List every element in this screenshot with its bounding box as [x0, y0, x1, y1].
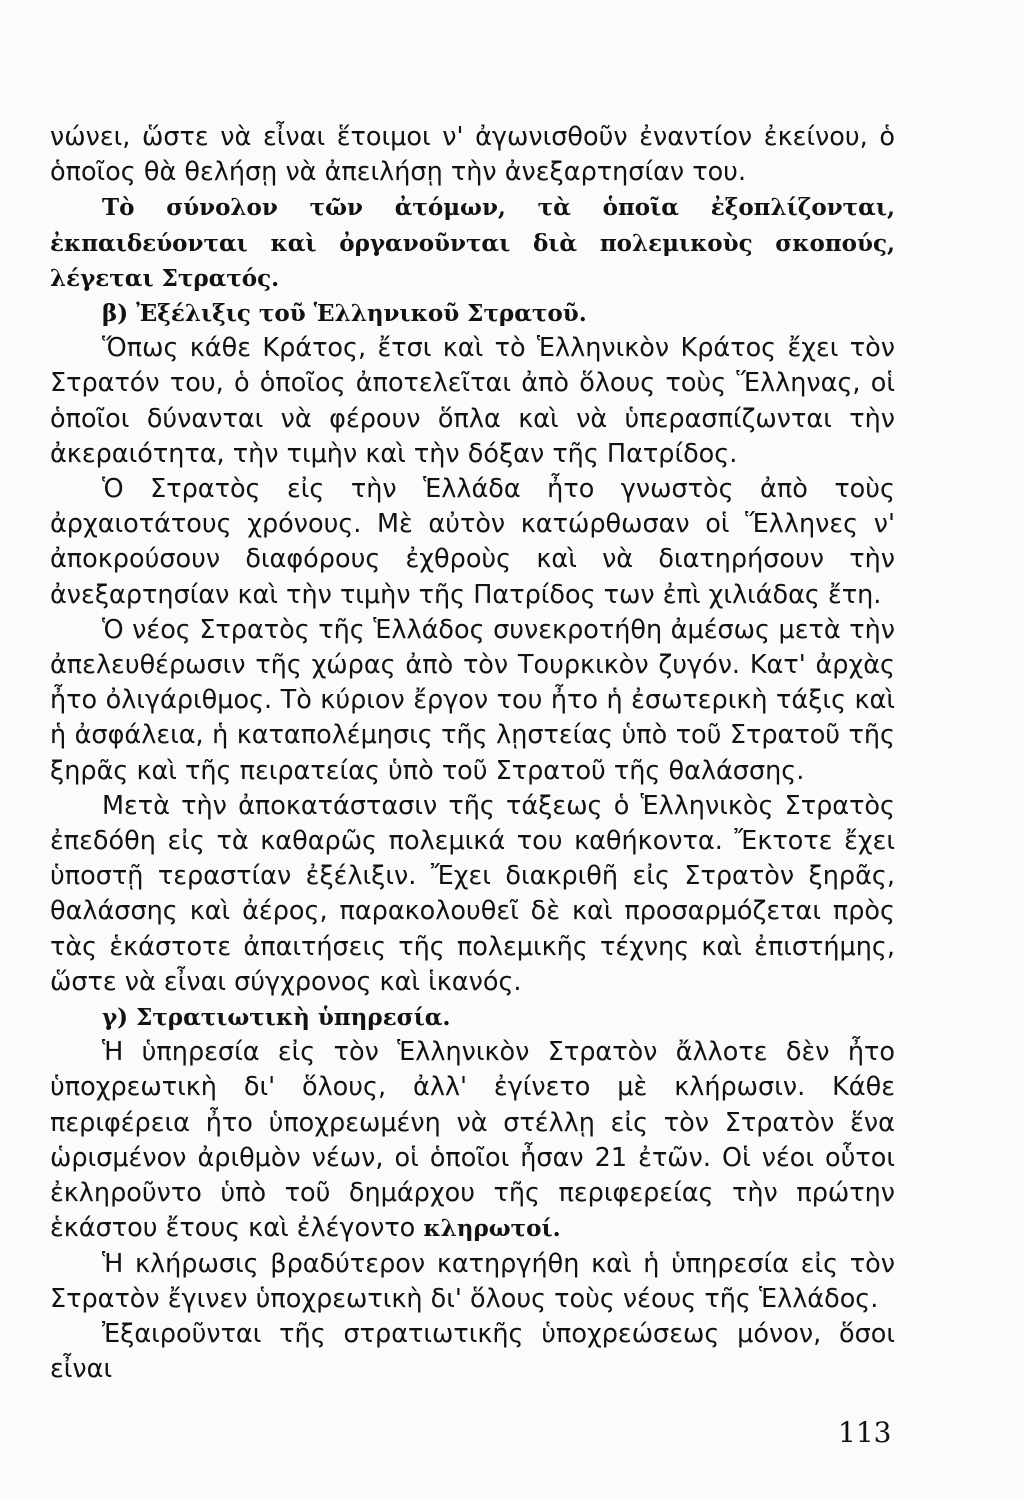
section-heading-gamma: γ) Στρατιωτικὴ ὑπηρεσία.: [102, 1004, 451, 1032]
paragraph-1: νώνει, ὥστε νὰ εἶναι ἕτοιμοι ν' ἀγωνισθοῦν ἐναντίον ἐκείνου, ὁ ὁποῖος θὰ θελήσῃ νὰ ἀπειλήσῃ τὴν ἀνεξαρτησίαν του.: [50, 122, 895, 188]
page-number: 113: [838, 1416, 892, 1449]
term-klirotoi: κληρωτοί.: [423, 1215, 561, 1243]
paragraph-4: Ὁ Στρατὸς εἰς τὴν Ἑλλάδα ἦτο γνωστὸς ἀπὸ τοὺς ἀρχαιοτάτους χρόνους. Μὲ αὐτὸν κατώρθωσαν οἱ Ἕλληνες ν' ἀποκρούσουν διαφόρους ἐχθροὺς καὶ νὰ διατηρήσουν τὴν ἀνεξαρτησίαν καὶ τὴν τιμὴν τῆς Πατρίδος των ἐπὶ χιλιάδας ἔτη.: [50, 474, 895, 610]
paragraph-3: Ὅπως κάθε Κράτος, ἔτσι καὶ τὸ Ἑλληνικὸν Κράτος ἔχει τὸν Στρατόν του, ὁ ὁποῖος ἀποτελεῖται ἀπὸ ὅλους τοὺς Ἕλληνας, οἱ ὁποῖοι δύνανται νὰ φέρουν ὅπλα καὶ νὰ ὑπερασπίζωνται τὴν ἀκεραιότητα, τὴν τιμὴν καὶ τὴν δόξαν τῆς Πατρίδος.: [50, 333, 895, 469]
paragraph-8: Ἡ κλήρωσις βραδύτερον κατηργήθη καὶ ἡ ὑπηρεσία εἰς τὸν Στρατὸν ἔγινεν ὑποχρεωτικὴ δι' ὅλους τοὺς νέους τῆς Ἑλλάδος.: [50, 1248, 895, 1314]
body-text: [50, 120, 895, 1387]
paragraph-6: Μετὰ τὴν ἀποκατάστασιν τῆς τάξεως ὁ Ἑλληνικὸς Στρατὸς ἐπεδόθη εἰς τὰ καθαρῶς πολεμικά του καθήκοντα. Ἔκτοτε ἔχει ὑποστῇ τεραστίαν ἐξέλιξιν. Ἔχει διακριθῆ εἰς Στρατὸν ξηρᾶς, θαλάσσης καὶ ἀέρος, παρακολουθεῖ δὲ καὶ προσαρμόζεται πρὸς τὰς ἑκάστοτε ἀπαιτήσεις τῆς πολεμικῆς τέχνης καὶ ἐπιστήμης, ὥστε νὰ εἶναι σύγχρονος καὶ ἱκανός.: [50, 790, 895, 997]
section-heading-beta: β) Ἐξέλιξις τοῦ Ἑλληνικοῦ Στρατοῦ.: [102, 300, 587, 328]
paragraph-7-text: Ἡ ὑπηρεσία εἰς τὸν Ἑλληνικὸν Στρατὸν ἄλλοτε δὲν ἦτο ὑποχρεωτικὴ δι' ὅλους, ἀλλ' ἐγίνετο μὲ κλήρωσιν. Κάθε περιφέρεια ἦτο ὑποχρεωμένη νὰ στέλλῃ εἰς τὸν Στρατὸν ἕνα ὡρισμένον ἀριθμὸν νέων, οἱ ὁποῖοι ἦσαν 21 ἐτῶν. Οἱ νέοι οὗτοι ἐκληροῦντο ὑπὸ τοῦ δημάρχου τῆς περιφερείας τὴν πρώτην ἑκάστου ἔτους καὶ ἐλέγοντο: [50, 1037, 895, 1244]
definition-paragraph: Τὸ σύνολον τῶν ἀτόμων, τὰ ὁποῖα ἐξοπλίζονται, ἐκπαιδεύονται καὶ ὀργανοῦνται διὰ πολεμικοὺς σκοπούς, λέγεται Στρατός.: [50, 194, 895, 292]
paragraph-7: [50, 1035, 895, 1246]
paragraph-9: Ἐξαιροῦνται τῆς στρατιωτικῆς ὑποχρεώσεως μόνον, ὅσοι εἶναι: [50, 1318, 895, 1385]
paragraph-5: Ὁ νέος Στρατὸς τῆς Ἑλλάδος συνεκροτήθη ἀμέσως μετὰ τὴν ἀπελευθέρωσιν τῆς χώρας ἀπὸ τὸν Τουρκικὸν ζυγόν. Κατ' ἀρχὰς ἦτο ὀλιγάριθμος. Τὸ κύριον ἔργον του ἦτο ἡ ἐσωτερικὴ τάξις καὶ ἡ ἀσφάλεια, ἡ καταπολέμησις τῆς λῃστείας ὑπὸ τοῦ Στρατοῦ τῆς ξηρᾶς καὶ τῆς πειρατείας ὑπὸ τοῦ Στρατοῦ τῆς θαλάσσης.: [50, 614, 895, 786]
